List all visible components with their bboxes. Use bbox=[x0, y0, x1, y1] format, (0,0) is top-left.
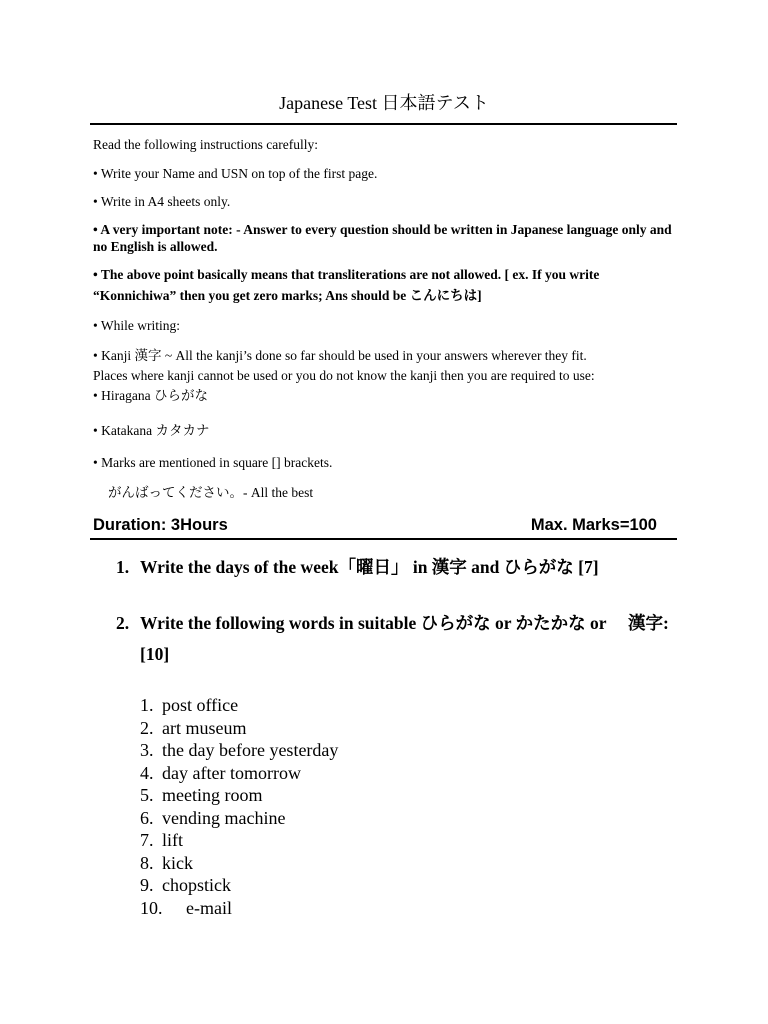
question-text: Write the following words in suitable ひらがな or かたかな or 漢字: [10] bbox=[140, 613, 683, 664]
question-number: 2. bbox=[116, 613, 130, 633]
question-text: Write the days of the week「曜日」 in 漢字 and ひらがな [7] bbox=[140, 557, 599, 577]
list-item-word: day after tomorrow bbox=[162, 762, 301, 783]
list-item-number: 9. bbox=[140, 875, 154, 895]
exam-info-divider bbox=[90, 538, 677, 540]
max-marks-label: Max. Marks=100 bbox=[530, 516, 657, 534]
list-item bbox=[140, 852, 338, 875]
list-item bbox=[140, 829, 338, 852]
instruction-while-writing: • While writing: bbox=[93, 318, 180, 333]
list-item-word: lift bbox=[162, 830, 183, 850]
closing-message: がんばってください。- All the best bbox=[108, 485, 314, 500]
instructions-intro: Read the following instructions carefully: bbox=[93, 137, 318, 152]
instruction-name-usn: • Write your Name and USN on top of the first page. bbox=[93, 166, 378, 181]
list-item bbox=[140, 807, 338, 830]
instruction-hiragana: • Hiragana ひらがな bbox=[93, 388, 208, 403]
question-1 bbox=[116, 553, 676, 581]
question-2 bbox=[116, 608, 683, 670]
list-item-word: art museum bbox=[162, 717, 247, 738]
instruction-kanji: • Kanji 漢字 ~ All the kanji’s done so far should be used in your answers wherever they fit. bbox=[93, 348, 587, 363]
instruction-kanji-fallback: Places where kanji cannot be used or you do not know the kanji then you are required to use: bbox=[93, 368, 595, 383]
list-item-number: 2. bbox=[140, 717, 154, 738]
instruction-katakana: • Katakana カタカナ bbox=[93, 423, 210, 438]
list-item bbox=[140, 694, 338, 717]
list-item bbox=[140, 739, 338, 762]
instruction-important-note: • A very important note: - Answer to every question should be written in Japanese language only and no English is allowed. bbox=[93, 222, 672, 254]
word-list bbox=[140, 694, 338, 919]
list-item-number: 6. bbox=[140, 807, 154, 828]
page-title: Japanese Test 日本語テスト bbox=[279, 93, 489, 113]
list-item-word: kick bbox=[162, 852, 193, 873]
list-item-number: 10. bbox=[140, 897, 163, 918]
duration-label: Duration: 3Hours bbox=[93, 516, 228, 534]
list-item-number: 5. bbox=[140, 785, 154, 805]
list-item-word: post office bbox=[162, 695, 239, 715]
list-item-word: e-mail bbox=[186, 897, 232, 918]
instruction-marks: • Marks are mentioned in square [] brackets. bbox=[93, 455, 333, 470]
list-item-number: 7. bbox=[140, 830, 154, 850]
list-item bbox=[140, 874, 338, 897]
list-item-word: meeting room bbox=[162, 785, 263, 805]
list-item-number: 4. bbox=[140, 762, 154, 783]
list-item-word: chopstick bbox=[162, 875, 231, 895]
list-item-number: 3. bbox=[140, 740, 154, 760]
list-item bbox=[140, 762, 338, 785]
list-item bbox=[140, 784, 338, 807]
list-item-word: the day before yesterday bbox=[162, 740, 339, 760]
list-item bbox=[140, 897, 338, 920]
exam-info-row bbox=[93, 515, 657, 535]
list-item-number: 1. bbox=[140, 695, 154, 715]
list-item bbox=[140, 717, 338, 740]
list-item-number: 8. bbox=[140, 852, 154, 873]
question-number: 1. bbox=[116, 557, 130, 577]
list-item-word: vending machine bbox=[162, 807, 286, 828]
instruction-transliteration: • The above point basically means that transliterations are not allowed. [ ex. If you write “Konnichiwa” then you get zero marks; Ans should be こんにちは] bbox=[93, 267, 600, 303]
title-divider bbox=[90, 123, 677, 125]
instruction-a4: • Write in A4 sheets only. bbox=[93, 194, 231, 209]
